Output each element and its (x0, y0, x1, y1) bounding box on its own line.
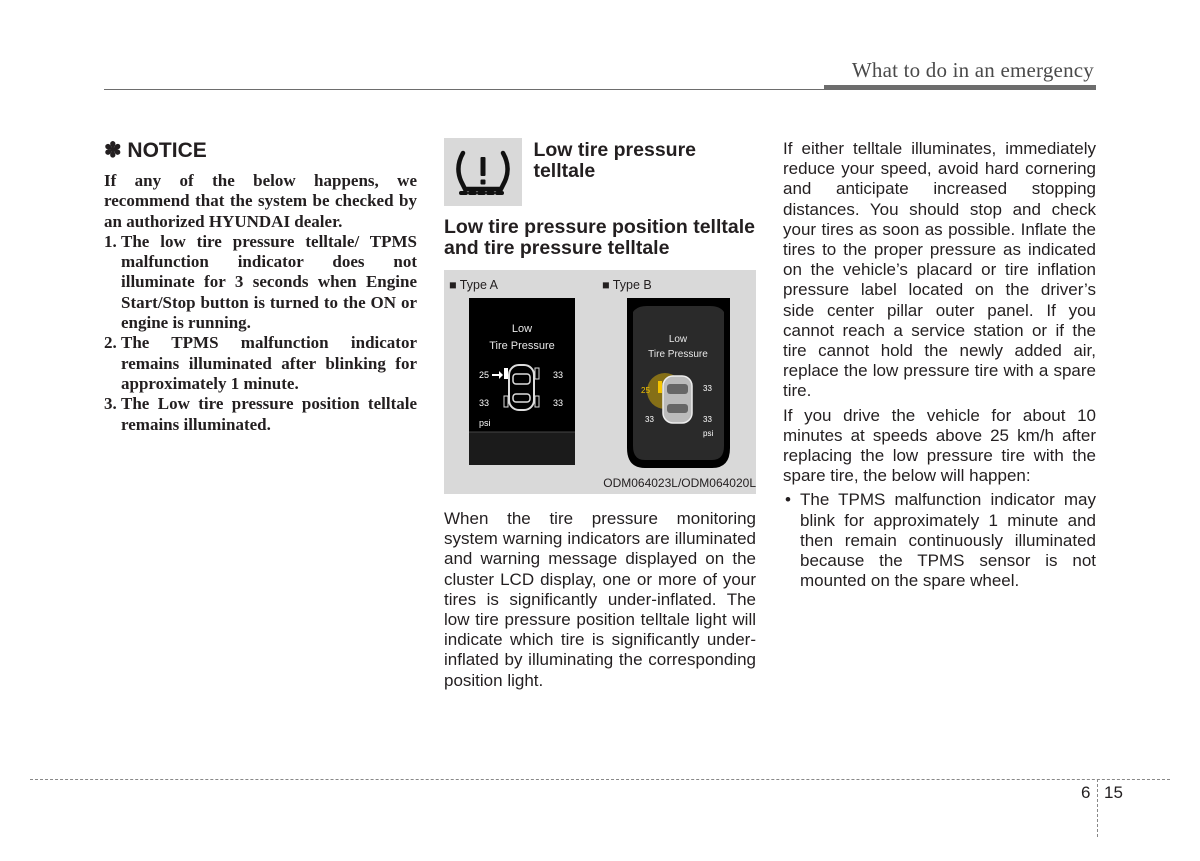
page-number: 15 (1104, 783, 1123, 802)
instructions-section (783, 139, 1096, 591)
tire-pressure-warning-icon (444, 138, 522, 206)
display-a-rr: 33 (553, 398, 564, 408)
display-a-fl: 25 (479, 370, 490, 380)
notice-section (104, 138, 417, 435)
telltale-heading: Low tire pressure telltale (533, 139, 697, 182)
footer-rule (30, 779, 1170, 780)
figure-code: ODM064023L/ODM064020L (603, 476, 756, 490)
display-b-rl: 33 (645, 415, 654, 424)
display-a-unit: psi (479, 418, 491, 428)
notice-item: 2. The TPMS malfunction indicator remains illuminated after blinking for approximately 1 minute. (104, 333, 417, 393)
display-b-fr: 33 (703, 384, 712, 393)
telltale-row (444, 138, 756, 206)
type-a-display (469, 298, 575, 465)
cluster-figure (444, 270, 756, 494)
display-b-line1: Low (668, 334, 688, 345)
header-rule-accent (824, 85, 1096, 90)
display-a-line2: Tire Pressure (489, 340, 555, 352)
type-b-display (627, 298, 730, 468)
instructions-paragraph: If either telltale illuminates, immediately reduce your speed, avoid hard cornering and anticipate increased stopping distances. You should stop and check your tires as soon as possible. Inflate the tires to the proper pressure as indicated on the vehicle’s placard or tire inflation pressure label located on the driver’s side center pillar outer panel. If you cannot reach a service station or if the tire cannot hold the newly added air, replace the low pressure tire with a spare tire. (783, 139, 1096, 401)
display-b-rr: 33 (703, 415, 712, 424)
display-a-line1: Low (511, 323, 533, 335)
notice-item: 1. The low tire pressure telltale/ TPMS malfunction indicator does not illuminate for 3 seconds when Engine Start/Stop button is turned to the ON or engine is running. (104, 231, 417, 333)
display-b-unit: psi (703, 429, 714, 438)
chapter-number: 6 (1081, 783, 1091, 802)
display-a-rl: 33 (479, 398, 490, 408)
position-telltale-heading: Low tire pressure position telltale and tire pressure telltale (444, 216, 755, 259)
notice-title: ✽ NOTICE (104, 139, 207, 162)
footer-divider (1097, 779, 1098, 837)
telltale-description: When the tire pressure monitoring system warning indicators are illuminated and warning message displayed on the cluster LCD display, one or more of your tires is significantly under-inflated. The low tire pressure position telltale light will indicate which tire is significantly under-inflated by illuminating the corresponding position light. (444, 509, 756, 690)
type-b-label: ■ Type B (602, 278, 652, 292)
display-a-fr: 33 (553, 370, 564, 380)
telltale-section (444, 138, 756, 691)
notice-item: 3. The Low tire pressure position telltale remains illuminated. (104, 394, 417, 434)
display-b-fl: 25 (641, 386, 650, 395)
running-header: What to do in an emergency (851, 58, 1094, 82)
type-a-label: ■ Type A (449, 278, 499, 292)
bullet-text: The TPMS malfunction indicator may blink for approximately 1 minute and then remain continuously illuminated because the TPMS sensor is not mounted on the spare wheel. (800, 490, 1096, 591)
bullet-dot: • (785, 490, 791, 510)
notice-intro: If any of the below happens, we recommend that the system be checked by an authorized HYUNDAI dealer. (104, 171, 417, 231)
bullet-item (783, 490, 1096, 591)
display-b-line2: Tire Pressure (648, 349, 708, 360)
spare-tire-paragraph: If you drive the vehicle for about 10 minutes at speeds above 25 km/h after replacing the low pressure tire with the spare tire, the below will happen: (783, 405, 1096, 486)
notice-list (104, 232, 417, 435)
